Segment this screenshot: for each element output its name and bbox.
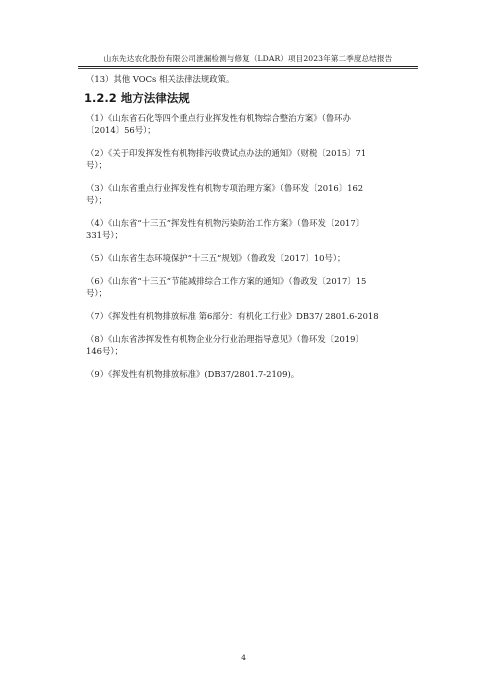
list-item [86, 368, 416, 380]
list-item [86, 310, 416, 322]
header-rule-thick [78, 66, 418, 67]
list-item-line-2: 号）； [86, 288, 107, 298]
list-item-line-2: 331号）； [86, 230, 123, 240]
list-item-line-1: （7）《挥发性有机物排放标准 第6部分：有机化工行业》DB37/ 2801.6-2018 [86, 311, 379, 321]
list-item [86, 217, 416, 241]
list-item [86, 252, 416, 264]
list-item [86, 275, 416, 299]
list-item-line-1: （9）《挥发性有机物排放标准》(DB37/2801.7-2109)。 [86, 369, 300, 379]
list-item-line-1: （2）《关于印发挥发性有机物排污收费试点办法的通知》（财税〔2015〕71 [86, 148, 367, 158]
list-item-line-2: 〔2014〕56号）； [86, 125, 156, 135]
page-header: 山东先达农化股份有限公司泄漏检测与修复（LDAR）项目2023年第二季度总结报告 [103, 54, 393, 63]
page-content [86, 73, 416, 391]
list-item [86, 147, 416, 171]
list-item [86, 333, 416, 357]
intro-line: （13）其他 VOCs 相关法律法规政策。 [86, 74, 235, 84]
list-item-line-1: （3）《山东省重点行业挥发性有机物专项治理方案》（鲁环发〔2016〕162 [86, 183, 364, 193]
list-item-line-2: 146号）； [86, 346, 123, 356]
list-item [86, 112, 416, 136]
list-item-line-1: （8）《山东省涉挥发性有机物企业分行业治理指导意见》（鲁环发〔2019〕 [86, 334, 364, 344]
list-item-line-1: （1）《山东省石化等四个重点行业挥发性有机物综合整治方案》（鲁环办 [86, 113, 351, 123]
page-number: 4 [241, 653, 246, 662]
list-item-line-2: 号）； [86, 160, 107, 170]
list-item-line-2: 号）； [86, 195, 107, 205]
list-item-line-1: （5）《山东省生态环境保护“十三五”规划》（鲁政发〔2017〕10号）； [86, 253, 346, 263]
list-item-line-1: （6）《山东省“十三五”节能减排综合工作方案的通知》（鲁政发〔2017〕15 [86, 276, 367, 286]
header-rule-thin [78, 68, 418, 69]
list-item-line-1: （4）《山东省“十三五”挥发性有机物污染防治工作方案》（鲁环发〔2017〕 [86, 218, 365, 228]
list-item [86, 182, 416, 206]
section-heading: 1.2.2 地方法律法规 [84, 91, 190, 105]
